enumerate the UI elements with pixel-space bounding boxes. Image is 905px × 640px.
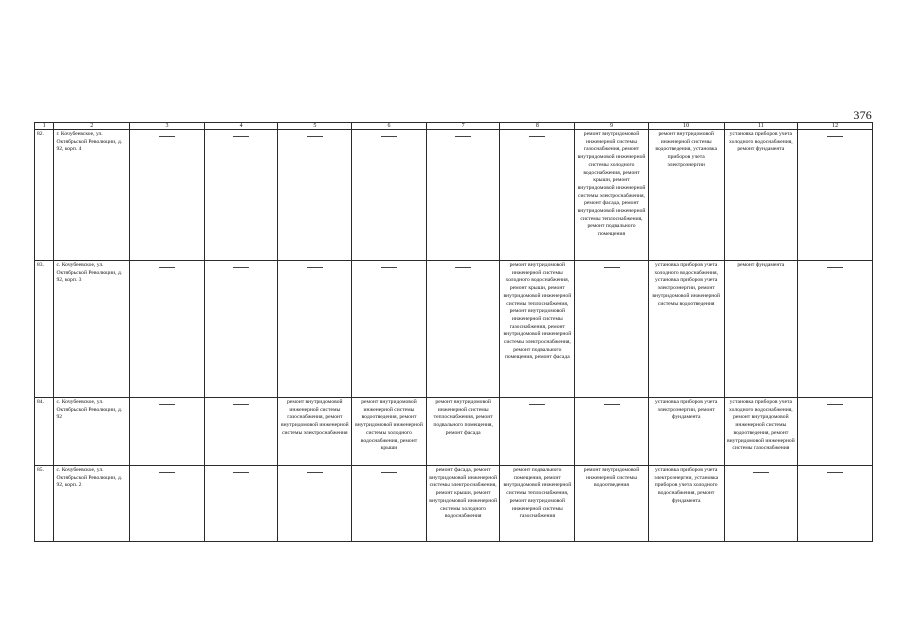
header-cell: 5 <box>278 123 352 130</box>
table-row <box>35 398 873 466</box>
empty-dash <box>455 267 471 268</box>
work-cell: ремонт внутридомовой инженерной системы газоснабжения, ремонт внутридомовой инженерной системы холодного водоснабжения, ремонт крыши, ремонт внутридомовой инженерной системы электроснабжения, ремонт фасада, ремонт внутридомовой инженерной системы теплоснабжения, ремонт подвального помещения <box>575 130 649 261</box>
empty-dash <box>233 267 249 268</box>
empty-dash <box>827 472 843 473</box>
address-cell: г. Кочубеевское, ул. Октябрьской Революции, д. 92, корп. 4 <box>54 130 130 261</box>
empty-dash <box>233 136 249 137</box>
work-cell: установка приборов учета электроэнергии, ремонт фундамента <box>648 398 724 466</box>
empty-dash <box>827 267 843 268</box>
address-cell: с. Кочубеевское, ул. Октябрьской Революции, д. 92, корп. 3 <box>54 261 130 398</box>
address-cell: с. Кочубеевское, ул. Октябрьской Революции, д. 92, корп. 2 <box>54 466 130 542</box>
work-cell <box>204 398 278 466</box>
empty-dash <box>159 267 175 268</box>
header-cell: 11 <box>724 123 798 130</box>
header-cell: 12 <box>798 123 873 130</box>
work-cell <box>204 261 278 398</box>
work-cell <box>724 466 798 542</box>
work-cell <box>278 261 352 398</box>
work-cell: ремонт фундамента <box>724 261 798 398</box>
work-cell <box>204 130 278 261</box>
table-row <box>35 261 873 398</box>
header-cell: 3 <box>130 123 205 130</box>
empty-dash <box>827 136 843 137</box>
header-cell: 7 <box>426 123 500 130</box>
work-cell: ремонт внутридомовой инженерной системы водоотведения, установка приборов учета электроэнергии <box>648 130 724 261</box>
repair-schedule-table <box>34 122 873 542</box>
empty-dash <box>529 136 545 137</box>
work-cell: ремонт внутридомовой инженерной системы теплоснабжения, ремонт подвального помещения, ремонт фасада <box>426 398 500 466</box>
row-number: 85. <box>35 466 54 542</box>
row-number: 83. <box>35 261 54 398</box>
work-cell: ремонт внутридомовой инженерной системы водоотведения, ремонт внутридомовой инженерной системы холодного водоснабжения, ремонт крыши <box>352 398 427 466</box>
work-cell <box>130 261 205 398</box>
empty-dash <box>381 472 397 473</box>
empty-dash <box>159 404 175 405</box>
header-row <box>35 123 873 130</box>
empty-dash <box>604 267 620 268</box>
empty-dash <box>307 472 323 473</box>
empty-dash <box>753 472 769 473</box>
empty-dash <box>827 404 843 405</box>
work-cell <box>798 261 873 398</box>
work-cell: установка приборов учета холодного водоснабжения, ремонт фундамента <box>724 130 798 261</box>
work-cell <box>130 398 205 466</box>
work-cell: ремонт фасада, ремонт внутридомовой инженерной системы электроснабжения, ремонт крыши, ремонт внутридомовой инженерной системы холодного водоснабжения <box>426 466 500 542</box>
work-cell <box>278 466 352 542</box>
address-cell: с. Кочубеевское, ул. Октябрьской Революции, д. 92 <box>54 398 130 466</box>
work-cell <box>500 130 575 261</box>
work-cell: ремонт внутридомовой инженерной системы холодного водоснабжения, ремонт крыши, ремонт внутридомовой инженерной системы теплоснабжения, ремонт внутридомовой инженерной системы газоснабжения, ремонт внутридомовой инженерной системы электроснабжения, ремонт подвального помещения, ремонт фасада <box>500 261 575 398</box>
work-cell <box>352 130 427 261</box>
work-cell <box>798 398 873 466</box>
table-row <box>35 466 873 542</box>
work-cell <box>130 130 205 261</box>
work-cell: установка приборов учета холодного водоснабжения, ремонт внутридомовой инженерной системы водоотведения, ремонт внутридомовой инженерной системы газоснабжения <box>724 398 798 466</box>
work-cell: установка приборов учета холодного водоснабжения, установка приборов учета электроэнергии, ремонт внутридомовой инженерной системы водоотведения <box>648 261 724 398</box>
empty-dash <box>307 136 323 137</box>
table-row <box>35 130 873 261</box>
work-cell <box>798 466 873 542</box>
empty-dash <box>159 472 175 473</box>
empty-dash <box>381 267 397 268</box>
work-cell <box>352 261 427 398</box>
work-cell: ремонт подвального помещения, ремонт внутридомовой инженерной системы теплоснабжения, ремонт внутридомовой инженерной системы газоснабжения <box>500 466 575 542</box>
header-cell: 1 <box>35 123 54 130</box>
work-cell <box>500 398 575 466</box>
row-number: 82. <box>35 130 54 261</box>
empty-dash <box>159 136 175 137</box>
work-cell <box>426 261 500 398</box>
header-cell: 2 <box>54 123 130 130</box>
empty-dash <box>604 404 620 405</box>
header-cell: 10 <box>648 123 724 130</box>
header-cell: 9 <box>575 123 649 130</box>
empty-dash <box>455 136 471 137</box>
empty-dash <box>233 472 249 473</box>
header-cell: 4 <box>204 123 278 130</box>
work-cell <box>575 261 649 398</box>
header-cell: 6 <box>352 123 427 130</box>
row-number: 84. <box>35 398 54 466</box>
header-cell: 8 <box>500 123 575 130</box>
work-cell <box>426 130 500 261</box>
page-number: 376 <box>853 108 872 122</box>
work-cell <box>798 130 873 261</box>
empty-dash <box>529 404 545 405</box>
work-cell <box>575 398 649 466</box>
work-cell: ремонт внутридомовой инженерной системы газоснабжения, ремонт внутридомовой инженерной системы электроснабжения <box>278 398 352 466</box>
work-cell <box>130 466 205 542</box>
empty-dash <box>381 136 397 137</box>
empty-dash <box>233 404 249 405</box>
work-cell <box>278 130 352 261</box>
work-cell <box>204 466 278 542</box>
work-cell <box>352 466 427 542</box>
empty-dash <box>307 267 323 268</box>
work-cell: установка приборов учета электроэнергии, установка приборов учета холодного водоснабжения, ремонт фундамента <box>648 466 724 542</box>
work-cell: ремонт внутридомовой инженерной системы водоотведения <box>575 466 649 542</box>
